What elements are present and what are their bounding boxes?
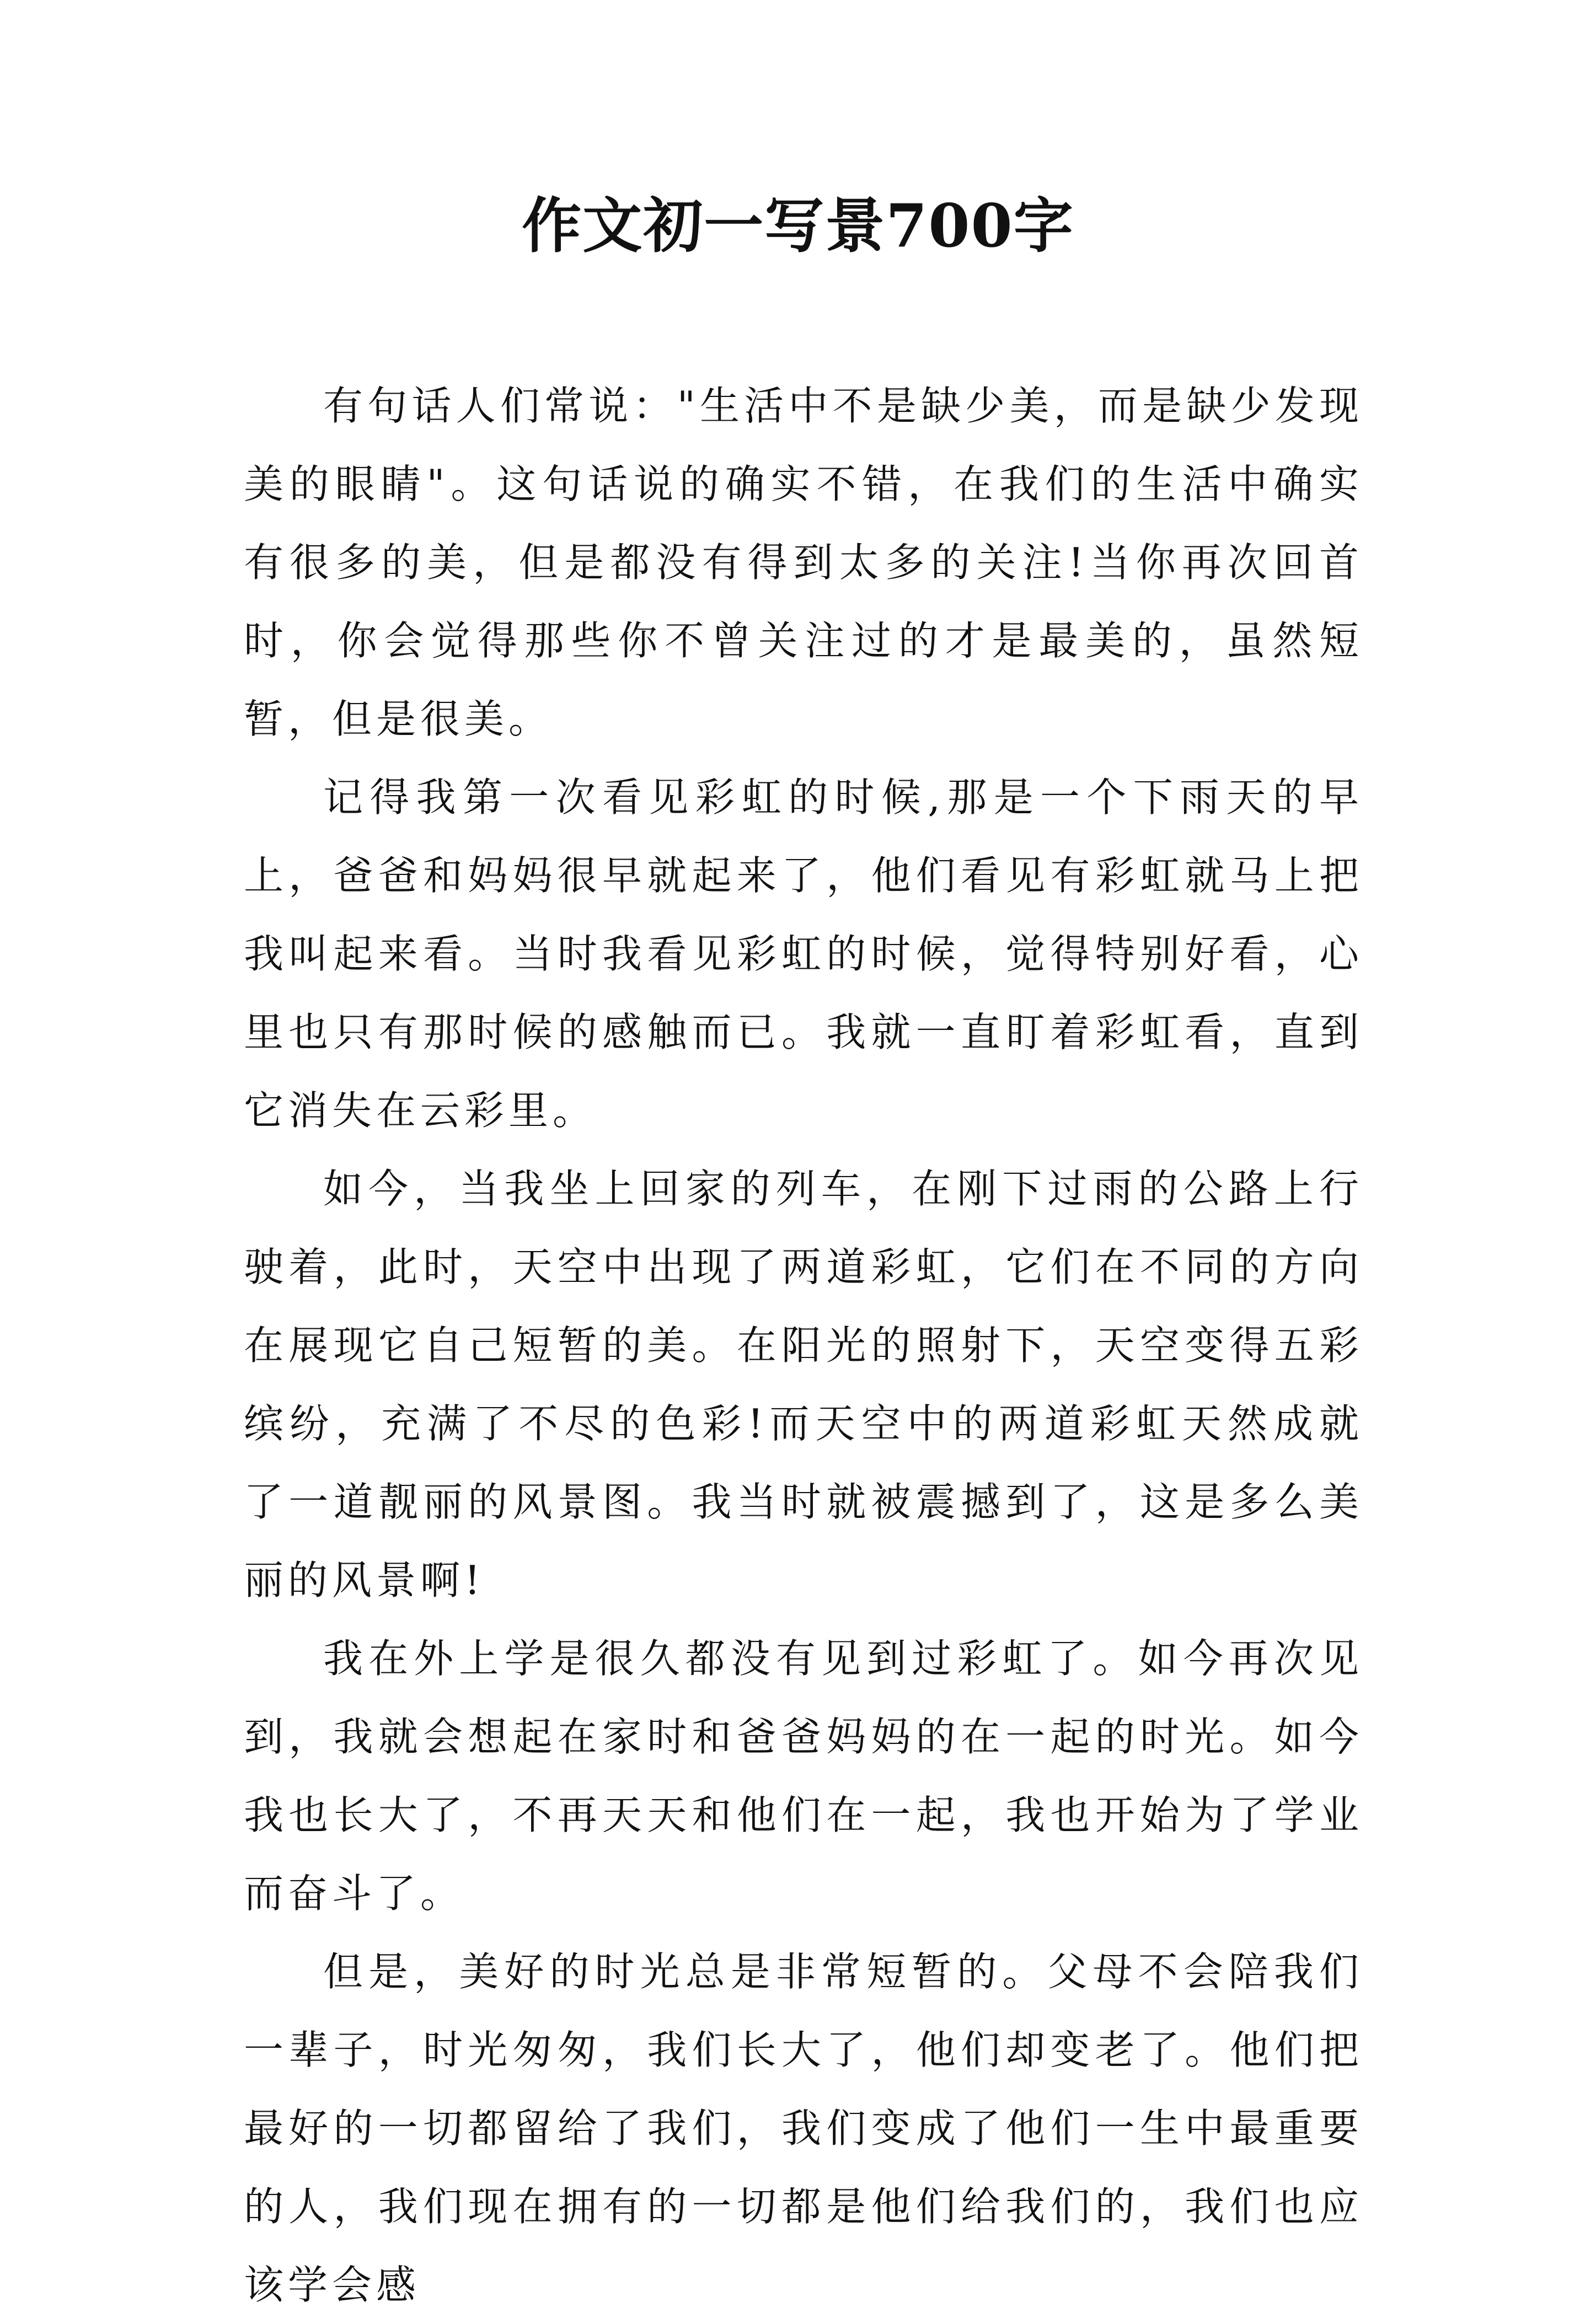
paragraph-4: 我在外上学是很久都没有见到过彩虹了。如今再次见到，我就会想起在家时和爸爸妈妈的在一起的时光。如今我也长大了，不再天天和他们在一起，我也开始为了学业而奋斗了。	[244, 1635, 1363, 1917]
paragraph-3: 如今，当我坐上回家的列车，在刚下过雨的公路上行驶着，此时，天空中出现了两道彩虹，它们在不同的方向在展现它自己短暂的美。在阳光的照射下，天空变得五彩缤纷，充满了不尽的色彩!而天空中的两道彩虹天然成就了一道靓丽的风景图。我当时就被震撼到了，这是多么美丽的风景啊!	[244, 1166, 1363, 1603]
paragraph-2: 记得我第一次看见彩虹的时候,那是一个下雨天的早上，爸爸和妈妈很早就起来了，他们看见有彩虹就马上把我叫起来看。当时我看见彩虹的时候，觉得特别好看，心里也只有那时候的感触而已。我就一直盯着彩虹看，直到它消失在云彩里。	[244, 774, 1363, 1134]
paragraph-1: 有句话人们常说："生活中不是缺少美，而是缺少发现美的眼睛"。这句话说的确实不错，在我们的生活中确实有很多的美，但是都没有得到太多的关注!当你再次回首时，你会觉得那些你不曾关注过的才是最美的，虽然短暂，但是很美。	[244, 383, 1363, 742]
document-body	[244, 367, 1363, 2324]
document-title: 作文初一写景700字	[522, 191, 1074, 261]
paragraph-5: 但是，美好的时光总是非常短暂的。父母不会陪我们一辈子，时光匆匆，我们长大了，他们却变老了。他们把最好的一切都留给了我们，我们变成了他们一生中最重要的人，我们现在拥有的一切都是他们给我们的，我们也应该学会感	[244, 1949, 1363, 2308]
